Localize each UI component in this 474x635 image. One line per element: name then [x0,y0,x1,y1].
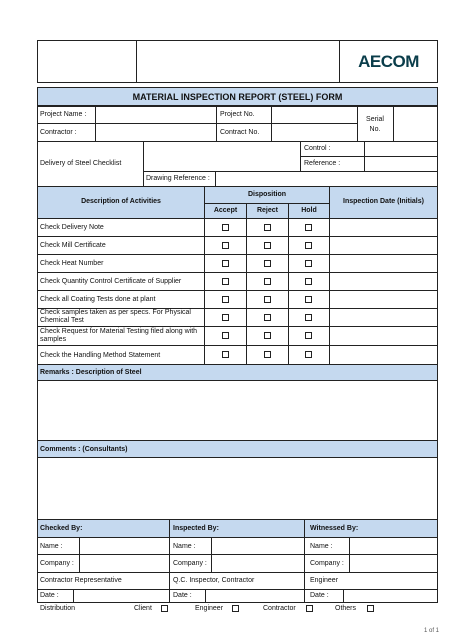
reject-checkbox[interactable] [264,242,271,249]
serial-no-label: Serial No. [366,116,384,133]
witnessed-date-field[interactable] [343,589,438,603]
contract-no-label: Contract No. [220,129,260,136]
witnessed-company-field[interactable] [349,554,438,573]
distribution-engineer-label: Engineer [195,605,224,612]
reject-checkbox[interactable] [264,260,271,267]
hold-header: Hold [301,207,317,214]
distribution-client-checkbox[interactable] [161,605,168,612]
contractor-label: Contractor : [40,129,77,136]
engineer-role-label: Engineer [310,577,339,584]
accept-checkbox[interactable] [222,242,229,249]
inspection-date-field[interactable] [329,326,438,346]
delivery-checklist-field[interactable] [143,141,301,172]
accept-header: Accept [213,207,238,214]
drawing-reference-label: Drawing Reference : [146,175,210,182]
accept-checkbox[interactable] [222,296,229,303]
checked-date-label: Date : [40,592,59,599]
inspected-company-label: Company : [173,560,207,567]
activity-label: Check samples taken as per specs. For Physical Chemical Test [40,309,191,324]
activity-label: Check Quantity Control Certificate of Supplier [40,278,182,285]
inspection-date-header: Inspection Date (Initials) [343,198,424,205]
distribution-client-label: Client [134,605,152,612]
control-label: Control : [304,145,331,152]
project-name-field[interactable] [95,106,217,124]
remarks-label: Remarks : Description of Steel [40,369,142,376]
inspection-date-field[interactable] [329,236,438,255]
reject-checkbox[interactable] [264,332,271,339]
inspection-date-field[interactable] [329,290,438,309]
checked-company-label: Company : [40,560,74,567]
checked-company-field[interactable] [79,554,170,573]
comments-field[interactable] [37,457,438,520]
hold-checkbox[interactable] [305,278,312,285]
distribution-others-checkbox[interactable] [367,605,374,612]
delivery-checklist-label: Delivery of Steel Checklist [40,160,122,167]
project-no-field[interactable] [271,106,358,124]
activity-label: Check all Coating Tests done at plant [40,296,156,303]
header-left-box [37,40,137,83]
distribution-label: Distribution [40,605,76,612]
reject-header: Reject [256,207,278,214]
hold-checkbox[interactable] [305,351,312,358]
inspected-date-label: Date : [173,592,192,599]
drawing-reference-field[interactable] [215,171,438,187]
checked-date-field[interactable] [73,589,170,603]
witnessed-company-label: Company : [310,560,344,567]
witnessed-by-label: Witnessed By: [310,525,359,532]
hold-checkbox[interactable] [305,224,312,231]
witnessed-date-label: Date : [310,592,329,599]
remarks-field[interactable] [37,380,438,441]
accept-checkbox[interactable] [222,278,229,285]
disposition-header: Disposition [247,191,287,198]
accept-checkbox[interactable] [222,260,229,267]
activity-label: Check Request for Material Testing filed along with samples [40,328,198,343]
aecom-logo: AECOM [358,52,419,71]
distribution-engineer-checkbox[interactable] [232,605,239,612]
inspection-date-field[interactable] [329,345,438,365]
checked-name-field[interactable] [79,537,170,555]
activity-label: Check Delivery Note [40,224,104,231]
checked-name-label: Name : [40,543,63,550]
inspection-date-field[interactable] [329,218,438,237]
project-name-label: Project Name : [40,111,87,118]
reference-field[interactable] [364,156,438,172]
inspection-date-field[interactable] [329,308,438,327]
activity-label: Check the Handling Method Statement [40,352,161,359]
distribution-contractor-checkbox[interactable] [306,605,313,612]
inspection-date-field[interactable] [329,254,438,273]
checked-by-label: Checked By: [40,525,83,532]
serial-no-field[interactable] [393,106,438,142]
hold-checkbox[interactable] [305,332,312,339]
activities-header: Description of Activities [81,198,161,205]
inspection-date-field[interactable] [329,272,438,291]
accept-checkbox[interactable] [222,332,229,339]
reject-checkbox[interactable] [264,296,271,303]
inspected-name-field[interactable] [211,537,305,555]
witnessed-name-label: Name : [310,543,333,550]
distribution-contractor-label: Contractor [263,605,296,612]
inspected-company-field[interactable] [211,554,305,573]
header-middle-box [136,40,340,83]
hold-checkbox[interactable] [305,242,312,249]
witnessed-name-field[interactable] [349,537,438,555]
form-title: MATERIAL INSPECTION REPORT (STEEL) FORM [132,92,343,102]
accept-checkbox[interactable] [222,224,229,231]
reject-checkbox[interactable] [264,351,271,358]
activity-label: Check Heat Number [40,260,104,267]
activity-label: Check Mill Certificate [40,242,106,249]
project-no-label: Project No. [220,111,255,118]
accept-checkbox[interactable] [222,351,229,358]
comments-label: Comments : (Consultants) [40,446,128,453]
accept-checkbox[interactable] [222,314,229,321]
reject-checkbox[interactable] [264,314,271,321]
control-field[interactable] [364,141,438,157]
distribution-others-label: Others [335,605,357,612]
contractor-field[interactable] [95,123,217,142]
page-marker: 1 of 1 [424,628,440,634]
inspected-date-field[interactable] [205,589,305,603]
reject-checkbox[interactable] [264,278,271,285]
reject-checkbox[interactable] [264,224,271,231]
inspected-by-label: Inspected By: [173,525,219,532]
contract-no-field[interactable] [271,123,358,142]
inspected-name-label: Name : [173,543,196,550]
hold-checkbox[interactable] [305,260,312,267]
reference-label: Reference : [304,160,341,167]
qc-inspector-label: Q.C. Inspector, Contractor [173,577,255,584]
hold-checkbox[interactable] [305,314,312,321]
contractor-rep-label: Contractor Representative [40,577,122,584]
hold-checkbox[interactable] [305,296,312,303]
